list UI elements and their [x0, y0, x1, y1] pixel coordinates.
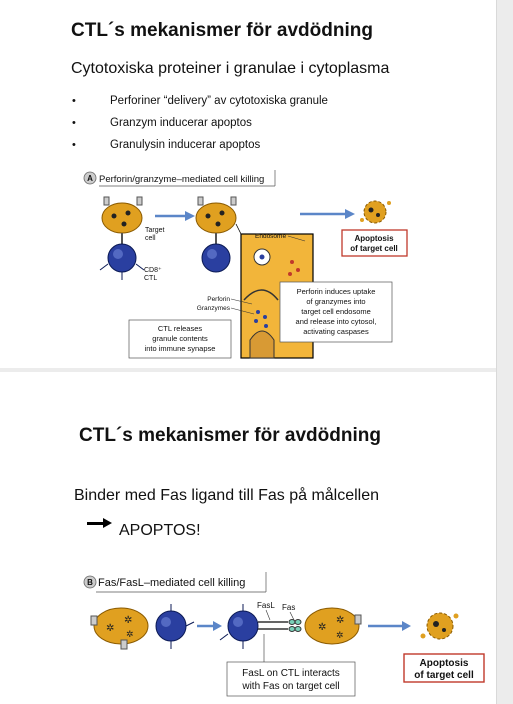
target-cell-label: Target [145, 227, 165, 234]
svg-text:FasL on CTL interacts: FasL on CTL interacts [242, 668, 340, 679]
svg-text:of target cell: of target cell [414, 670, 474, 681]
svg-text:CTL releases: CTL releases [157, 324, 203, 333]
panel-title: Perforin/granzyme–mediated cell killing [99, 174, 265, 185]
svg-text:of target cell: of target cell [350, 244, 398, 253]
svg-text:CTL: CTL [144, 275, 158, 282]
perforin-label: Perforin [207, 296, 230, 303]
svg-text:activating caspases: activating caspases [303, 327, 369, 336]
fasl-label: FasL [257, 601, 275, 610]
target-cell [91, 608, 148, 649]
fas-fasl-figure [0, 372, 497, 704]
apoptotic-cell [421, 613, 459, 639]
slide-1: CTL´s mekanismer för avdödning Cytotoxiska proteiner i granulae i cytoplasma • Perforiner “delivery” av cytotoxiska granule • Granzym inducerar apoptos • Granulysin inducerar apoptos A Perforin/granzyme–mediated cell killing Target cell CD8⁺ CTL Endosome Perforin Granzymes Perforin induces uptake of granzymes into target cell endosome and release into cytosol, activating caspases CTL releases granule contents into immune synapse Apoptosis of target cell [0, 0, 497, 368]
ctl-cell [156, 604, 194, 649]
granzymes-label: Granzymes [196, 305, 230, 312]
slide-title: CTL´s mekanismer för avdödning [79, 425, 381, 446]
apoptos-text: APOPTOS! [119, 522, 201, 539]
panel-title: Fas/FasL–mediated cell killing [98, 577, 246, 589]
svg-text:cell: cell [145, 235, 156, 242]
svg-text:Apoptosis: Apoptosis [354, 234, 394, 243]
svg-text:granule contents: granule contents [152, 334, 208, 343]
svg-text:Apoptosis: Apoptosis [419, 658, 469, 669]
svg-text:of granzymes into: of granzymes into [306, 297, 366, 306]
svg-text:✲: ✲ [336, 630, 344, 640]
fas-label: Fas [282, 603, 296, 612]
slide-subtitle: Binder med Fas ligand till Fas på målcellen [74, 487, 380, 504]
ctl-cell [220, 604, 258, 649]
svg-text:✲: ✲ [318, 622, 327, 633]
panel-letter: A [87, 174, 93, 183]
svg-text:✲: ✲ [106, 623, 115, 634]
scrollbar-track[interactable] [496, 0, 513, 704]
svg-text:Perforin induces uptake: Perforin induces uptake [296, 287, 376, 296]
svg-text:with Fas on target cell: with Fas on target cell [242, 681, 340, 692]
slide-subtitle: Cytotoxiska proteiner i granulae i cytoplasma [71, 60, 390, 77]
svg-text:✲: ✲ [124, 615, 133, 626]
panel-letter: B [87, 578, 93, 587]
apoptotic-cell [360, 201, 391, 223]
svg-text:✲: ✲ [126, 629, 134, 639]
svg-text:into immune synapse: into immune synapse [144, 344, 216, 353]
ctl-cell [100, 244, 144, 280]
slide-2 [0, 372, 497, 704]
ctl-label: CD8⁺ [144, 267, 162, 274]
target-cell [102, 197, 142, 233]
svg-text:✲: ✲ [336, 615, 345, 626]
svg-text:and release into cytosol,: and release into cytosol, [295, 317, 377, 326]
slide-title: CTL´s mekanismer för avdödning [71, 20, 373, 41]
target-cell [196, 197, 236, 233]
fas-fasl-complex [258, 620, 301, 632]
endosome-label: Endosome [255, 233, 287, 240]
target-cell [305, 608, 361, 644]
ctl-cell [202, 244, 230, 272]
svg-text:target cell endosome: target cell endosome [301, 307, 371, 316]
